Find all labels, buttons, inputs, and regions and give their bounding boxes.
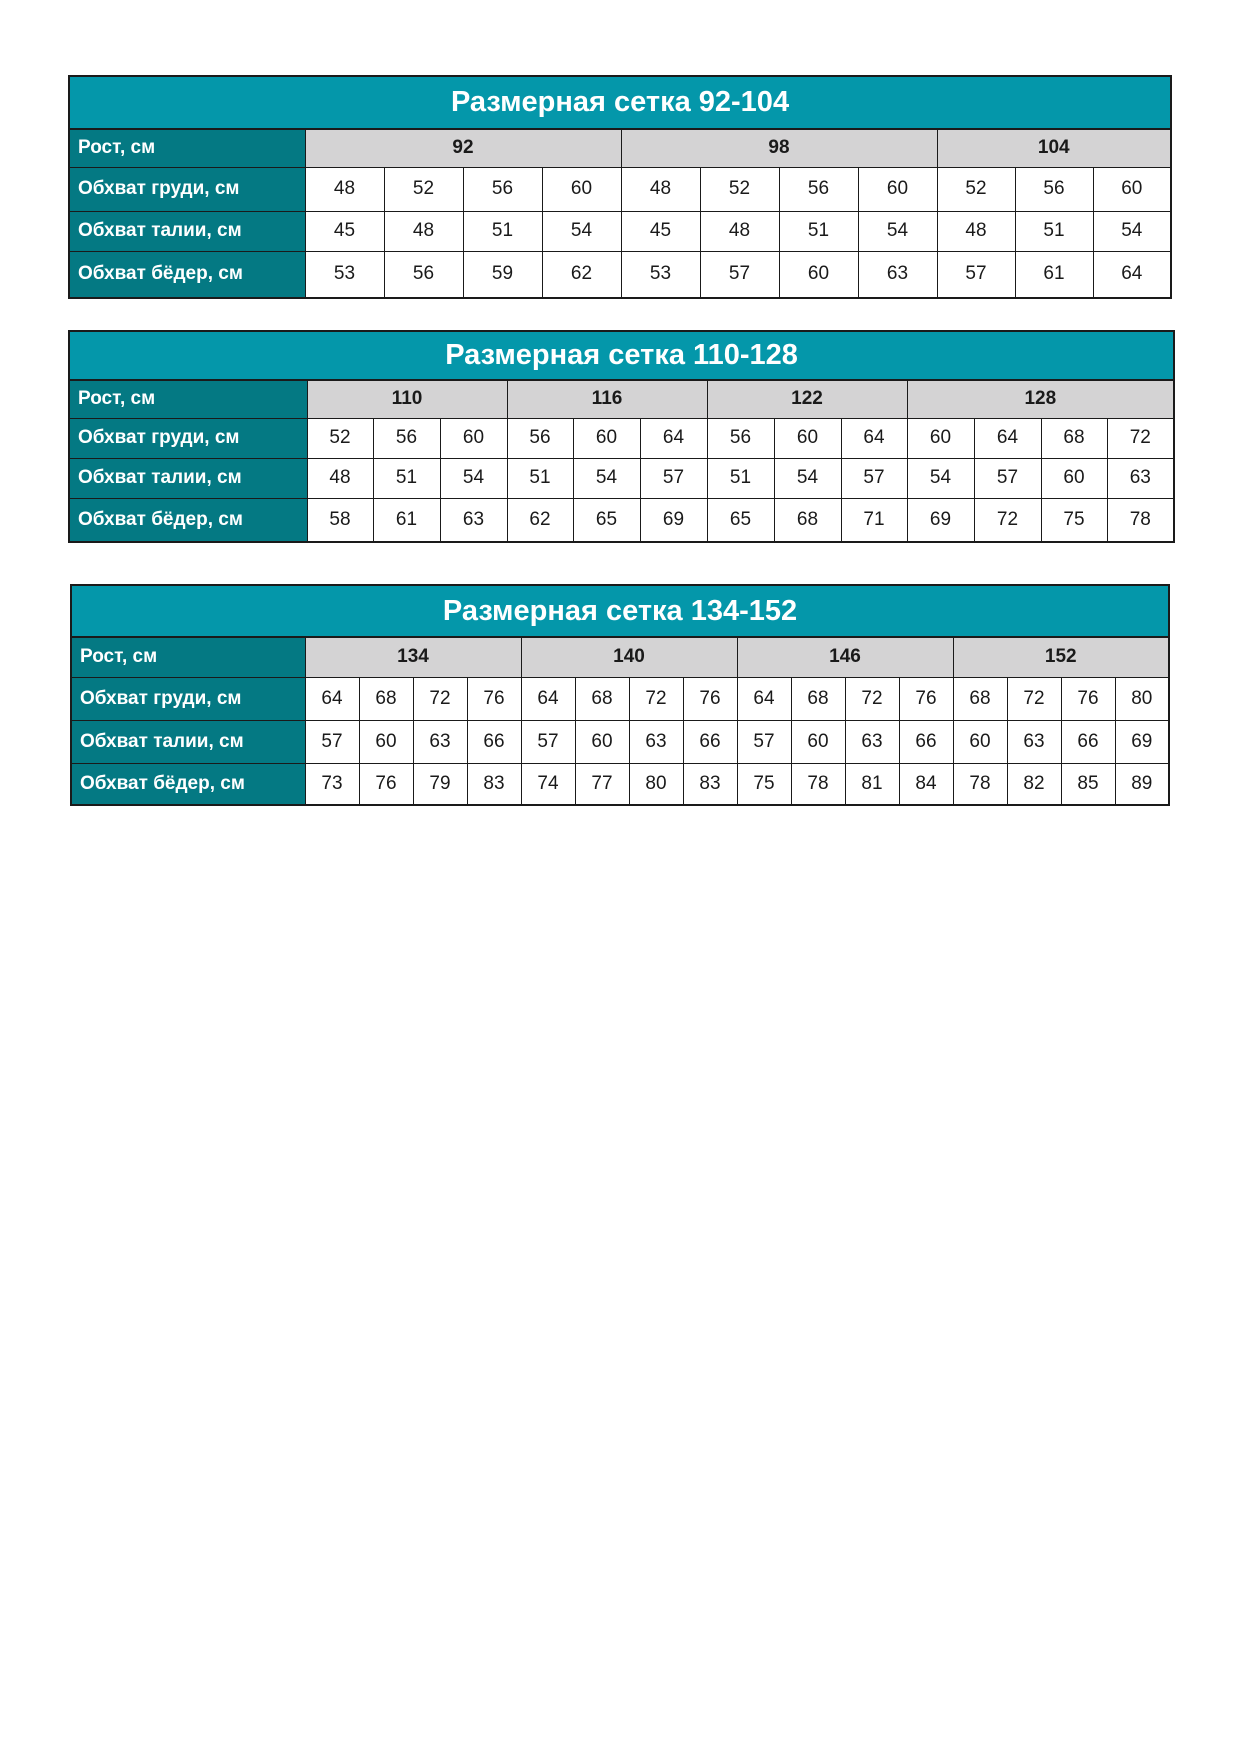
value-cell: 54	[858, 211, 937, 251]
row-label-height: Рост, см	[69, 129, 305, 167]
value-cell: 64	[841, 418, 907, 458]
value-cell: 66	[1061, 720, 1115, 763]
value-cell: 77	[575, 763, 629, 805]
value-cell: 65	[573, 498, 640, 542]
value-cell: 64	[737, 677, 791, 720]
value-cell: 60	[907, 418, 974, 458]
size-table-110-128	[68, 330, 1175, 543]
value-cell: 48	[937, 211, 1015, 251]
table-title: Размерная сетка 92-104	[69, 76, 1171, 129]
value-cell: 63	[440, 498, 507, 542]
value-cell: 60	[953, 720, 1007, 763]
row-label-height: Рост, см	[69, 380, 307, 418]
value-cell: 54	[542, 211, 621, 251]
value-cell: 54	[440, 458, 507, 498]
value-cell: 52	[384, 167, 463, 211]
value-cell: 60	[573, 418, 640, 458]
value-cell: 61	[1015, 251, 1093, 298]
value-cell: 52	[937, 167, 1015, 211]
value-cell: 60	[1093, 167, 1171, 211]
value-cell: 53	[305, 251, 384, 298]
value-cell: 54	[774, 458, 841, 498]
value-cell: 62	[507, 498, 573, 542]
value-cell: 52	[307, 418, 373, 458]
row-label-height: Рост, см	[71, 637, 305, 677]
row-label-hips: Обхват бёдер, см	[69, 251, 305, 298]
value-cell: 51	[779, 211, 858, 251]
value-cell: 76	[359, 763, 413, 805]
value-cell: 85	[1061, 763, 1115, 805]
value-cell: 72	[1007, 677, 1061, 720]
value-cell: 76	[1061, 677, 1115, 720]
value-cell: 69	[640, 498, 707, 542]
value-cell: 73	[305, 763, 359, 805]
value-cell: 57	[841, 458, 907, 498]
value-cell: 56	[1015, 167, 1093, 211]
value-cell: 51	[507, 458, 573, 498]
height-header: 146	[737, 637, 953, 677]
value-cell: 60	[791, 720, 845, 763]
value-cell: 66	[467, 720, 521, 763]
value-cell: 64	[640, 418, 707, 458]
value-cell: 64	[521, 677, 575, 720]
value-cell: 64	[974, 418, 1041, 458]
value-cell: 48	[307, 458, 373, 498]
value-cell: 57	[700, 251, 779, 298]
value-cell: 61	[373, 498, 440, 542]
value-cell: 57	[937, 251, 1015, 298]
value-cell: 51	[707, 458, 774, 498]
height-header: 92	[305, 129, 621, 167]
value-cell: 56	[463, 167, 542, 211]
value-cell: 72	[1107, 418, 1174, 458]
value-cell: 78	[791, 763, 845, 805]
value-cell: 51	[463, 211, 542, 251]
value-cell: 60	[858, 167, 937, 211]
height-header: 152	[953, 637, 1169, 677]
value-cell: 60	[1041, 458, 1107, 498]
value-cell: 63	[629, 720, 683, 763]
value-cell: 69	[907, 498, 974, 542]
value-cell: 63	[1007, 720, 1061, 763]
value-cell: 75	[737, 763, 791, 805]
value-cell: 60	[575, 720, 629, 763]
value-cell: 81	[845, 763, 899, 805]
value-cell: 63	[858, 251, 937, 298]
value-cell: 54	[1093, 211, 1171, 251]
row-label-hips: Обхват бёдер, см	[71, 763, 305, 805]
value-cell: 56	[507, 418, 573, 458]
value-cell: 72	[974, 498, 1041, 542]
value-cell: 68	[359, 677, 413, 720]
value-cell: 72	[845, 677, 899, 720]
value-cell: 76	[467, 677, 521, 720]
value-cell: 64	[305, 677, 359, 720]
row-label-chest: Обхват груди, см	[71, 677, 305, 720]
value-cell: 76	[683, 677, 737, 720]
value-cell: 51	[373, 458, 440, 498]
value-cell: 56	[779, 167, 858, 211]
size-table-92-104	[68, 75, 1172, 299]
row-label-hips: Обхват бёдер, см	[69, 498, 307, 542]
value-cell: 56	[373, 418, 440, 458]
value-cell: 48	[384, 211, 463, 251]
value-cell: 57	[737, 720, 791, 763]
value-cell: 76	[899, 677, 953, 720]
value-cell: 84	[899, 763, 953, 805]
value-cell: 68	[1041, 418, 1107, 458]
value-cell: 75	[1041, 498, 1107, 542]
value-cell: 53	[621, 251, 700, 298]
value-cell: 45	[621, 211, 700, 251]
value-cell: 58	[307, 498, 373, 542]
value-cell: 65	[707, 498, 774, 542]
value-cell: 64	[1093, 251, 1171, 298]
value-cell: 60	[779, 251, 858, 298]
value-cell: 68	[774, 498, 841, 542]
height-header: 128	[907, 380, 1174, 418]
height-header: 134	[305, 637, 521, 677]
value-cell: 89	[1115, 763, 1169, 805]
value-cell: 48	[621, 167, 700, 211]
value-cell: 69	[1115, 720, 1169, 763]
value-cell: 82	[1007, 763, 1061, 805]
row-label-chest: Обхват груди, см	[69, 167, 305, 211]
height-header: 122	[707, 380, 907, 418]
value-cell: 66	[683, 720, 737, 763]
value-cell: 56	[707, 418, 774, 458]
value-cell: 57	[974, 458, 1041, 498]
height-header: 98	[621, 129, 937, 167]
height-header: 116	[507, 380, 707, 418]
value-cell: 57	[305, 720, 359, 763]
height-header: 110	[307, 380, 507, 418]
value-cell: 63	[845, 720, 899, 763]
value-cell: 71	[841, 498, 907, 542]
row-label-chest: Обхват груди, см	[69, 418, 307, 458]
value-cell: 57	[640, 458, 707, 498]
row-label-waist: Обхват талии, см	[71, 720, 305, 763]
value-cell: 54	[907, 458, 974, 498]
table-title: Размерная сетка 134-152	[71, 585, 1169, 637]
value-cell: 68	[791, 677, 845, 720]
value-cell: 52	[700, 167, 779, 211]
value-cell: 60	[542, 167, 621, 211]
value-cell: 68	[953, 677, 1007, 720]
value-cell: 83	[683, 763, 737, 805]
value-cell: 78	[1107, 498, 1174, 542]
size-table-134-152	[70, 584, 1170, 806]
value-cell: 68	[575, 677, 629, 720]
value-cell: 45	[305, 211, 384, 251]
value-cell: 83	[467, 763, 521, 805]
value-cell: 48	[700, 211, 779, 251]
value-cell: 60	[359, 720, 413, 763]
value-cell: 59	[463, 251, 542, 298]
value-cell: 51	[1015, 211, 1093, 251]
height-header: 140	[521, 637, 737, 677]
value-cell: 62	[542, 251, 621, 298]
row-label-waist: Обхват талии, см	[69, 211, 305, 251]
value-cell: 48	[305, 167, 384, 211]
height-header: 104	[937, 129, 1171, 167]
value-cell: 54	[573, 458, 640, 498]
row-label-waist: Обхват талии, см	[69, 458, 307, 498]
table-title: Размерная сетка 110-128	[69, 331, 1174, 380]
value-cell: 57	[521, 720, 575, 763]
value-cell: 72	[413, 677, 467, 720]
value-cell: 60	[440, 418, 507, 458]
value-cell: 78	[953, 763, 1007, 805]
value-cell: 56	[384, 251, 463, 298]
value-cell: 79	[413, 763, 467, 805]
value-cell: 63	[1107, 458, 1174, 498]
value-cell: 72	[629, 677, 683, 720]
value-cell: 66	[899, 720, 953, 763]
value-cell: 80	[629, 763, 683, 805]
value-cell: 80	[1115, 677, 1169, 720]
value-cell: 63	[413, 720, 467, 763]
value-cell: 74	[521, 763, 575, 805]
value-cell: 60	[774, 418, 841, 458]
